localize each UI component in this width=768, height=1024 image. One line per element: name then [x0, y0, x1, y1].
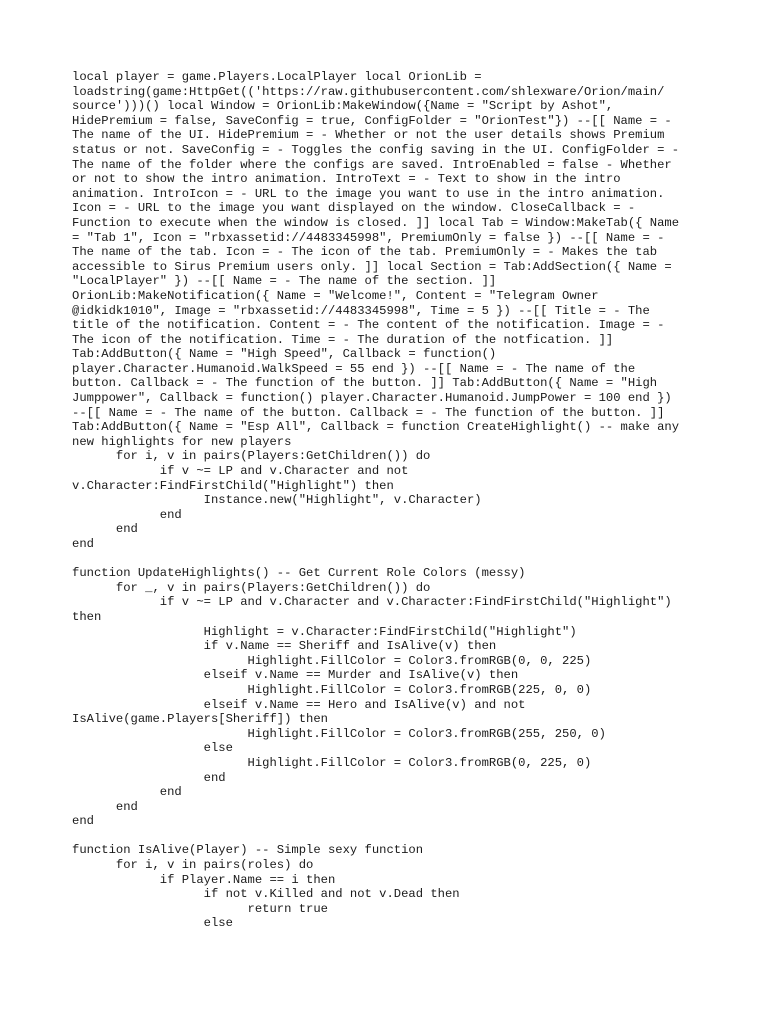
code-line: function UpdateHighlights() -- Get Current Role Colors (messy) — [72, 566, 526, 581]
code-line: else — [72, 916, 233, 931]
code-line: accessible to Sirus Premium users only. ]] local Section = Tab:AddSection({ Name = — [72, 259, 672, 274]
code-line: for _, v in pairs(Players:GetChildren()) do — [72, 580, 431, 595]
code-line: end — [72, 537, 94, 551]
code-line: elseif v.Name == Hero and IsAlive(v) and not — [72, 697, 526, 712]
code-line: The name of the UI. HidePremium = - Whether or not the user details shows Premium — [72, 128, 665, 143]
code-line: end — [72, 785, 182, 800]
code-line: status or not. SaveConfig = - Toggles the config saving in the UI. ConfigFolder = - — [72, 142, 680, 157]
code-line: if not v.Killed and not v.Dead then — [72, 887, 460, 902]
code-line: = "Tab 1", Icon = "rbxassetid://4483345998", PremiumOnly = false }) --[[ Name = - — [72, 230, 665, 245]
code-line: Tab:AddButton({ Name = "Esp All", Callback = function CreateHighlight() -- make any — [72, 420, 680, 435]
code-line: The name of the tab. Icon = - The icon of the tab. PremiumOnly = - Makes the tab — [72, 245, 658, 260]
code-line: else — [72, 741, 233, 756]
code-line: end — [72, 799, 138, 814]
code-line: end — [72, 770, 226, 785]
code-line: IsAlive(game.Players[Sheriff]) then — [72, 712, 328, 727]
code-line: loadstring(game:HttpGet(('https://raw.githubusercontent.com/shlexware/Orion/main/ — [72, 84, 665, 99]
code-line: return true — [72, 901, 328, 916]
code-line: function IsAlive(Player) -- Simple sexy function — [72, 843, 424, 858]
code-line: button. Callback = - The function of the button. ]] Tab:AddButton({ Name = "High — [72, 376, 658, 391]
code-line: if v.Name == Sheriff and IsAlive(v) then — [72, 639, 497, 654]
code-line: Instance.new("Highlight", v.Character) — [72, 493, 482, 508]
code-line: for i, v in pairs(roles) do — [72, 858, 314, 873]
code-line: v.Character:FindFirstChild("Highlight") then — [72, 478, 394, 493]
code-line: Highlight.FillColor = Color3.fromRGB(255, 250, 0) — [72, 726, 606, 741]
code-line — [72, 829, 712, 844]
code-line: if v ~= LP and v.Character and v.Character:FindFirstChild("Highlight") — [72, 595, 672, 610]
code-line — [72, 552, 712, 567]
code-line: --[[ Name = - The name of the button. Callback = - The function of the button. ]] — [72, 405, 665, 420]
code-line: or not to show the intro animation. IntroText = - Text to show in the intro — [72, 172, 621, 187]
code-line: then — [72, 609, 102, 624]
code-line: The icon of the notification. Time = - The duration of the notfication. ]] — [72, 332, 614, 347]
code-line: if v ~= LP and v.Character and not — [72, 464, 409, 479]
code-line: The name of the folder where the configs are saved. IntroEnabled = false - Whether — [72, 157, 672, 172]
code-line: if Player.Name == i then — [72, 872, 336, 887]
code-line: Jumppower", Callback = function() player.Character.Humanoid.JumpPower = 100 end }) — [72, 391, 672, 406]
code-line: Highlight.FillColor = Color3.fromRGB(225, 0, 0) — [72, 682, 592, 697]
code-line: Highlight.FillColor = Color3.fromRGB(0, 225, 0) — [72, 755, 592, 770]
code-line: Highlight.FillColor = Color3.fromRGB(0, 0, 225) — [72, 653, 592, 668]
code-line: end — [72, 522, 138, 537]
code-line: end — [72, 814, 94, 829]
code-line: HidePremium = false, SaveConfig = true, ConfigFolder = "OrionTest"}) --[[ Name = - — [72, 113, 672, 128]
code-line: player.Character.Humanoid.WalkSpeed = 55 end }) --[[ Name = - The name of the — [72, 361, 636, 376]
code-line: Icon = - URL to the image you want displayed on the window. CloseCallback = - — [72, 201, 636, 216]
code-line: source')))() local Window = OrionLib:MakeWindow({Name = "Script by Ashot", — [72, 99, 614, 114]
code-line: Function to execute when the window is closed. ]] local Tab = Window:MakeTab({ Name — [72, 215, 680, 230]
code-line: Tab:AddButton({ Name = "High Speed", Callback = function() — [72, 347, 497, 362]
code-text-block — [72, 70, 712, 931]
code-line: animation. IntroIcon = - URL to the image you want to use in the intro animation. — [72, 186, 665, 201]
code-line: end — [72, 507, 182, 522]
code-line: new highlights for new players — [72, 434, 292, 449]
code-line: local player = game.Players.LocalPlayer local OrionLib = — [72, 70, 482, 84]
code-line: elseif v.Name == Murder and IsAlive(v) then — [72, 668, 519, 683]
code-line: "LocalPlayer" }) --[[ Name = - The name of the section. ]] — [72, 274, 497, 289]
code-line: title of the notification. Content = - The content of the notification. Image = - — [72, 318, 665, 333]
code-line: OrionLib:MakeNotification({ Name = "Welcome!", Content = "Telegram Owner — [72, 288, 599, 303]
code-line: Highlight = v.Character:FindFirstChild("Highlight") — [72, 624, 577, 639]
code-line: for i, v in pairs(Players:GetChildren()) do — [72, 449, 431, 464]
code-line: @idkidk1010", Image = "rbxassetid://4483345998", Time = 5 }) --[[ Title = - The — [72, 303, 650, 318]
